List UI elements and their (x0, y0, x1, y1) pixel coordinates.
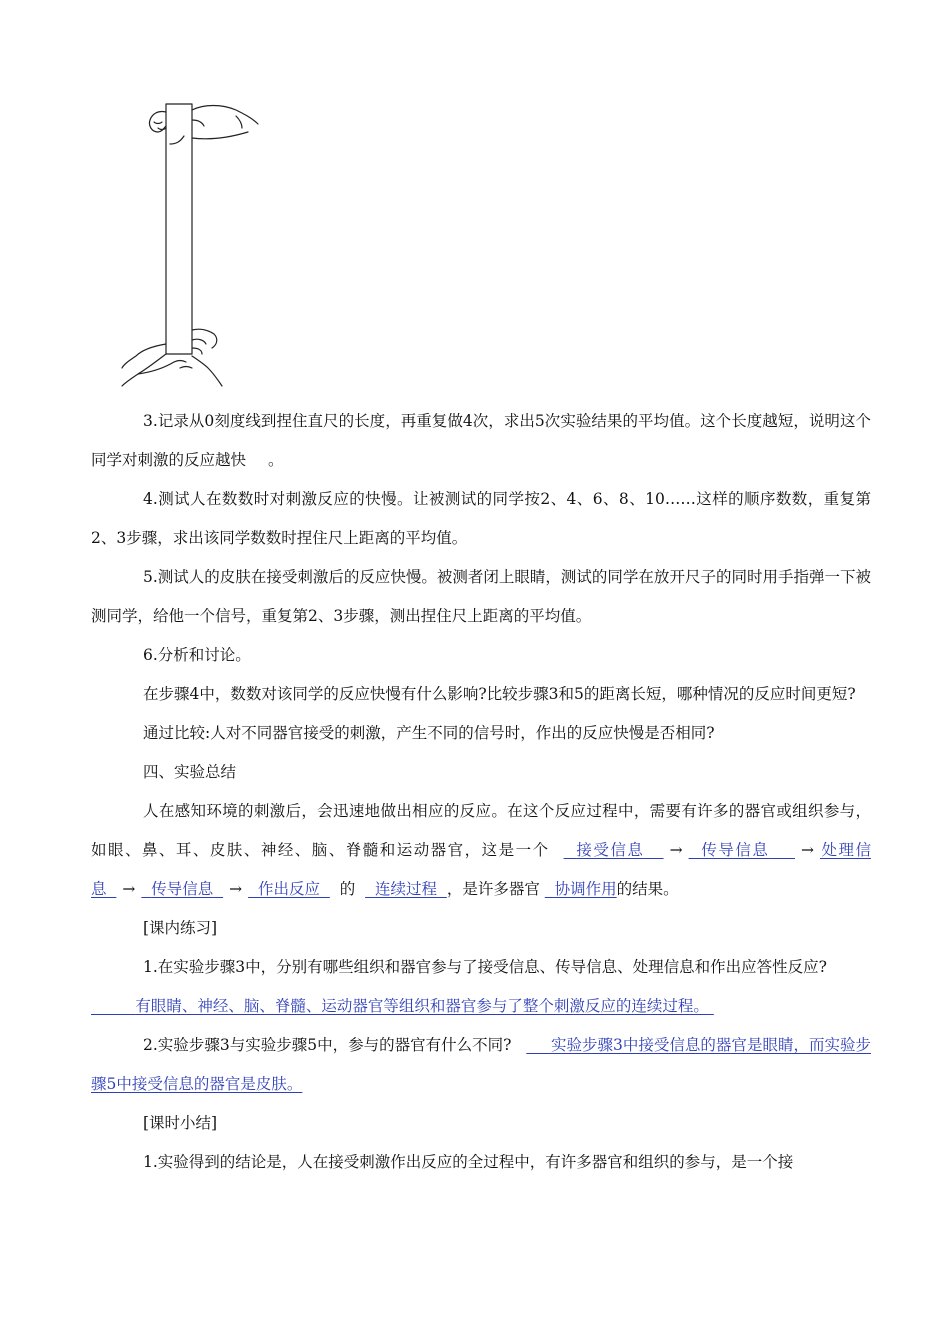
section-heading-summary: 四、实验总结 (143, 763, 237, 781)
step-6: 6.分析和讨论。 (143, 646, 251, 664)
step-4: 4.测试人在数数时对刺激反应的快慢。让被测试的同学按2、4、6、8、10……这样的顺序数数，重复第2、3步骤，求出该同学数数时捏住尺上距离的平均值。 (91, 490, 871, 547)
practice-heading: [课内练习] (143, 919, 218, 937)
top-hand (192, 106, 258, 125)
blank-answer-1: 接受信息 (576, 841, 645, 859)
step-5: 5.测试人的皮肤在接受刺激后的反应快慢。被测者闭上眼睛，测试的同学在放开尺子的同时用手指弹一下被测同学，给他一个信号，重复第2、3步骤，测出捏住尺上距离的平均值。 (91, 568, 871, 625)
arrow-icon: → (801, 841, 814, 859)
practice-2: 2.实验步骤3与实验步骤5中，参与的器官有什么不同? 实验步骤3中接受信息的器官是眼睛，而实验步骤5中接受信息的器官是皮肤。 (91, 1036, 871, 1093)
lesson-conclusion: 1.实验得到的结论是，人在接受刺激作出反应的全过程中，有许多器官和组织的参与，是一个接 (143, 1153, 794, 1171)
practice-1-answer: 有眼睛、神经、脑、脊髓、运动器官等组织和器官参与了整个刺激反应的连续过程。 (135, 997, 709, 1015)
question-1: 在步骤4中，数数对该同学的反应快慢有什么影响?比较步骤3和5的距离长短，哪种情况的反应时间更短? (143, 685, 856, 703)
blank-answer-4: 传导信息 (151, 880, 214, 898)
ruler-drop-illustration (118, 98, 268, 394)
blank-answer-7: 协调作用 (554, 880, 617, 898)
practice-2-answer: 实验步骤3中接受信息的器官是眼睛，而实验步骤5中接受信息的器官是皮肤。 (91, 1036, 871, 1093)
blank-answer-5: 作出反应 (257, 880, 320, 898)
arrow-icon: → (229, 880, 243, 898)
experiment-summary: 人在感知环境的刺激后，会迅速地做出相应的反应。在这个反应过程中，需要有许多的器官或组织参与，如眼、鼻、耳、皮肤、神经、脑、脊髓和运动器官，这是一个 接受信息 → 传导信息 → 处理信息 → 传导信息 → 作出反应 的 连续过程 ，是许多器官 协调作用的结果。 (91, 802, 871, 898)
document-body (91, 402, 871, 1182)
blank-answer-6: 连续过程 (374, 880, 437, 898)
blank-answer-3: 处理信息 (91, 841, 871, 898)
bottom-hand (192, 329, 217, 348)
step-3: 3.记录从0刻度线到捏住直尺的长度，再重复做4次，求出5次实验结果的平均值。这个长度越短，说明这个同学对刺激的反应越快 。 (91, 412, 871, 469)
arrow-icon: → (669, 841, 683, 859)
practice-1-question: 1.在实验步骤3中，分别有哪些组织和器官参与了接受信息、传导信息、处理信息和作出应答性反应? (143, 958, 827, 976)
lesson-summary-heading: [课时小结] (143, 1114, 218, 1132)
question-2: 通过比较:人对不同器官接受的刺激，产生不同的信号时，作出的反应快慢是否相同? (143, 724, 715, 742)
blank-answer-2: 传导信息 (701, 841, 770, 859)
arrow-icon: → (122, 880, 136, 898)
